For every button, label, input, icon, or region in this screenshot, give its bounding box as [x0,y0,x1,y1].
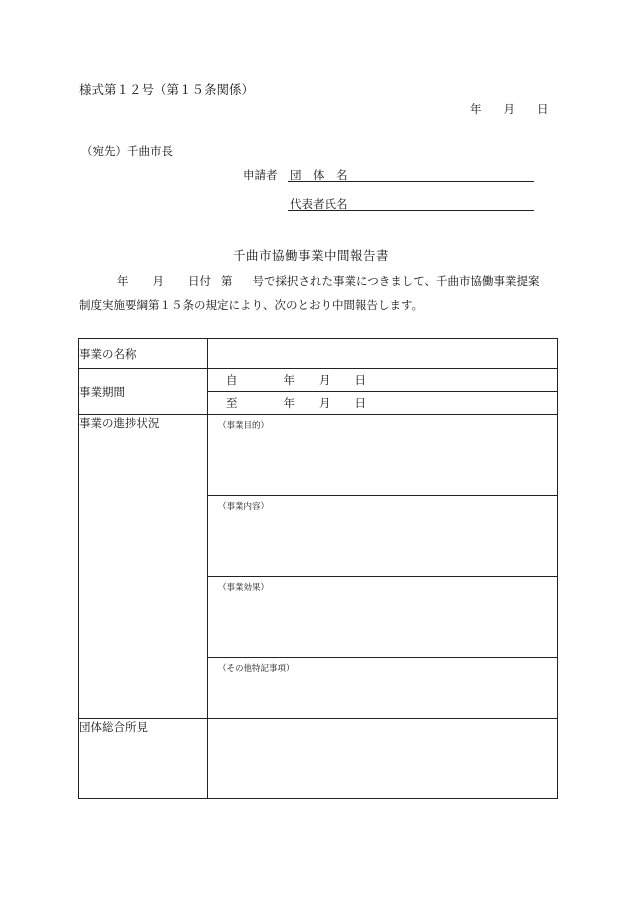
opinion-row [79,719,558,799]
progress-row [79,415,558,719]
period-end-month: 月 [319,396,331,410]
body-date-label: 日付 [188,274,211,288]
progress-content-label: （事業内容） [218,502,270,512]
report-table [78,338,558,799]
period-end-day: 日 [354,396,366,410]
body-text-1: 号で採択された事業につきまして、千曲市協働事業提案 [252,274,540,288]
body-dai-label: 第 [221,274,233,288]
period-end-prefix: 至 [226,396,238,410]
progress-effect-section[interactable] [208,577,557,658]
period-end-year: 年 [283,396,295,410]
body-line-2: 制度実施要綱第１５条の規定により、次のとおり中間報告します。 [79,298,424,312]
applicant-label: 申請者 [243,168,278,182]
form-number: 様式第１２号（第１５条関係） [79,82,255,97]
representative-name-underline [288,210,534,211]
progress-label: 事業の進捗状況 [79,415,208,719]
date-year-label: 年 [470,102,482,116]
period-field [208,369,558,415]
body-line-1 [117,273,540,289]
project-name-row [79,339,558,369]
period-row [79,369,558,415]
opinion-field[interactable] [208,719,558,799]
body-month-label: 月 [152,274,164,288]
document-title: 千曲市協働事業中間報告書 [233,248,390,263]
group-name-label: 団 体 名 [290,168,348,182]
period-end-row[interactable] [208,392,557,414]
opinion-label: 団体総合所見 [79,719,208,799]
progress-field [208,415,558,719]
date-day-label: 日 [537,102,549,116]
body-year-label: 年 [117,274,129,288]
progress-effect-label: （事業効果） [218,583,270,593]
project-name-field[interactable] [208,339,558,369]
date-line [470,101,549,117]
progress-purpose-section[interactable] [208,415,557,496]
group-name-underline [288,181,534,182]
period-start-year: 年 [283,373,295,387]
period-start-row[interactable] [208,369,557,392]
period-label: 事業期間 [79,369,208,415]
period-start-month: 月 [319,373,331,387]
period-start-prefix: 自 [226,373,238,387]
progress-purpose-label: （事業目的） [218,421,270,431]
period-start-day: 日 [354,373,366,387]
project-name-label: 事業の名称 [79,339,208,369]
date-month-label: 月 [503,102,515,116]
progress-content-section[interactable] [208,496,557,577]
addressee: （宛先）千曲市長 [81,144,173,158]
representative-name-label: 代表者氏名 [290,197,348,211]
progress-other-label: （その他特記事項） [218,664,295,674]
progress-other-section[interactable] [208,658,557,718]
